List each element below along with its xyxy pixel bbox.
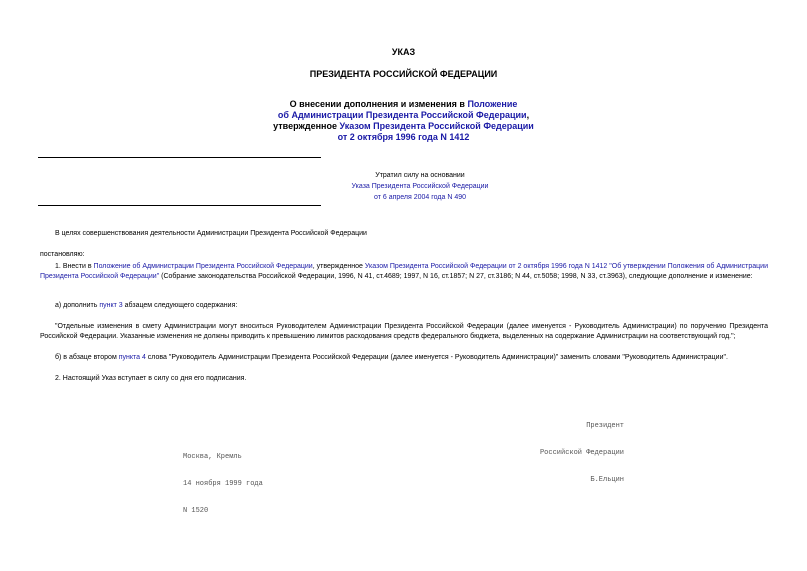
item-2-paragraph: 2. Настоящий Указ вступает в силу со дня его подписания. bbox=[55, 375, 247, 382]
title-text: , bbox=[526, 110, 530, 120]
title-text: О внесении дополнения и изменения в bbox=[289, 99, 468, 109]
divider-top bbox=[38, 157, 321, 158]
decree-word: постановляю: bbox=[40, 251, 85, 258]
item-a-text: абзацем следующего содержания: bbox=[122, 302, 238, 309]
repeal-link-decree[interactable]: Указа Президента Российской Федерации bbox=[351, 183, 489, 190]
item-1-text: (Собрание законодательства Российской Федерации, 1996, N 41, ст.4689; 1997, N 16, ст.1857; N 27, ст.3186; N 44, ст.5058; 1998, N 33, ст.3963), следующие дополнение и изменение: bbox=[159, 273, 753, 280]
item-1-link-decree[interactable]: Указом Президента Российской Федерации от 2 октября 1996 года N 1412 bbox=[364, 263, 608, 270]
divider-bottom bbox=[38, 205, 321, 206]
document-number: N 1520 bbox=[183, 507, 209, 515]
repeal-note bbox=[300, 170, 540, 203]
title-text: утвержденное bbox=[273, 121, 340, 131]
signature-office: Российской Федерации bbox=[539, 449, 624, 457]
signature-block bbox=[500, 404, 624, 503]
intro-paragraph: В целях совершенствования деятельности Администрации Президента Российской Федерации bbox=[55, 230, 367, 237]
title-link-regulation[interactable]: Положение bbox=[467, 99, 518, 109]
repeal-note-text: Утратил силу на основании bbox=[375, 172, 465, 179]
repeal-link-date[interactable]: от 6 апреля 2004 года N 490 bbox=[373, 194, 467, 201]
title-link-decree[interactable]: Указом Президента Российской Федерации bbox=[339, 121, 534, 131]
item-b-link-clause-4[interactable]: пункта 4 bbox=[118, 354, 146, 361]
doc-type-heading: УКАЗ bbox=[391, 47, 416, 57]
item-a-paragraph bbox=[55, 301, 237, 311]
item-1-text: , утвержденное bbox=[312, 263, 365, 270]
quote-paragraph: "Отдельные изменения в смету Администрации могут вноситься Руководителем Администрации Президента Российской Федерации (далее именуется - Руководитель Администрации) по поручению Президента Российской Федерации. Указанные изменения не должны приводить к превышению лимитов расходования средств федерального бюджета, выделенных на содержание Администрации на соответствующий год."; bbox=[40, 323, 768, 340]
document-title bbox=[0, 99, 807, 143]
signature-title: Президент bbox=[586, 422, 624, 430]
item-b-text: слова "Руководитель Администрации Президента Российской Федерации (далее именуется - Руководитель Администрации)" заменить словами "Руководитель Администрации". bbox=[145, 354, 728, 361]
signature-name: Б.Ельцин bbox=[590, 476, 624, 484]
issuer-heading: ПРЕЗИДЕНТА РОССИЙСКОЙ ФЕДЕРАЦИИ bbox=[309, 69, 498, 79]
date: 14 ноября 1999 года bbox=[183, 480, 263, 488]
item-b-text: б) в абзаце втором bbox=[55, 354, 119, 361]
item-b-paragraph bbox=[55, 353, 728, 363]
item-1-link-regulation[interactable]: Положение об Администрации Президента Российской Федерации bbox=[93, 263, 313, 270]
place: Москва, Кремль bbox=[183, 453, 242, 461]
item-a-link-clause-3[interactable]: пункт 3 bbox=[99, 302, 123, 309]
item-1-paragraph bbox=[40, 262, 768, 282]
title-link-administration[interactable]: об Администрации Президента Российской Федерации bbox=[277, 110, 527, 120]
item-a-text: а) дополнить bbox=[55, 302, 100, 309]
item-1-link-approval[interactable]: "Об утверждении Положения об Администрации Президента Российской Федерации" bbox=[40, 263, 768, 280]
item-1-text: 1. Внести в bbox=[55, 263, 94, 270]
title-link-decree-date[interactable]: от 2 октября 1996 года N 1412 bbox=[337, 132, 470, 142]
place-date-block bbox=[183, 435, 263, 534]
